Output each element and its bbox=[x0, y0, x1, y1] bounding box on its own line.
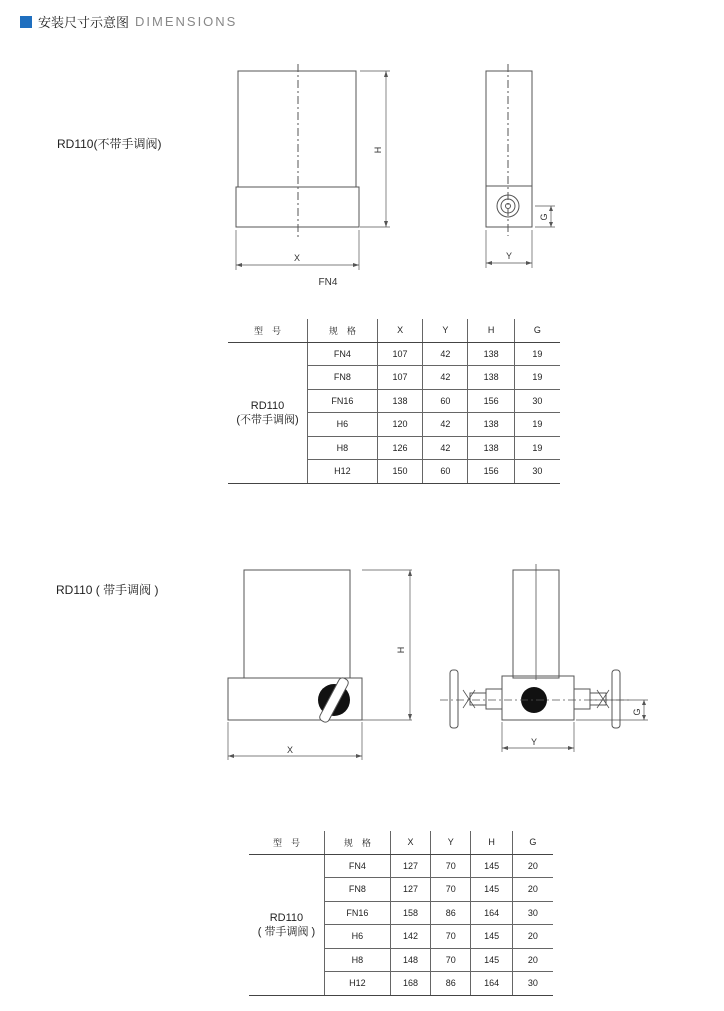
model-name: RD110 bbox=[250, 399, 285, 412]
cell-x: 142 bbox=[390, 925, 430, 949]
cell-y: 42 bbox=[423, 436, 468, 460]
cell-x: 107 bbox=[377, 366, 422, 390]
model-label-with-valve: RD110 ( 带手调阀 ) bbox=[56, 583, 159, 597]
cell-spec: FN16 bbox=[307, 389, 377, 413]
cell-spec: FN4 bbox=[324, 854, 390, 878]
cell-y: 60 bbox=[423, 389, 468, 413]
cell-h: 138 bbox=[468, 436, 514, 460]
dim-label-h-1: H bbox=[373, 146, 383, 154]
drawing-front-view-with-valve bbox=[228, 570, 412, 760]
cell-y: 42 bbox=[423, 342, 468, 366]
cell-h: 156 bbox=[468, 389, 514, 413]
cell-h: 138 bbox=[468, 342, 514, 366]
cell-y: 70 bbox=[431, 878, 471, 902]
col-header-y: Y bbox=[423, 319, 468, 342]
cell-g: 19 bbox=[514, 413, 560, 437]
model-variant: (不带手调阀) bbox=[236, 413, 299, 426]
cell-spec: H6 bbox=[307, 413, 377, 437]
drawing-caption: FN4 bbox=[318, 277, 338, 288]
cell-y: 70 bbox=[431, 925, 471, 949]
cell-g: 19 bbox=[514, 366, 560, 390]
col-header-h: H bbox=[468, 319, 514, 342]
cell-y: 70 bbox=[431, 854, 471, 878]
col-header-x: X bbox=[390, 831, 430, 854]
cell-x: 127 bbox=[390, 878, 430, 902]
cell-g: 30 bbox=[514, 389, 560, 413]
col-header-spec: 规 格 bbox=[307, 319, 377, 342]
cell-y: 70 bbox=[431, 948, 471, 972]
cell-x: 138 bbox=[377, 389, 422, 413]
col-header-g: G bbox=[514, 319, 560, 342]
cell-y: 86 bbox=[431, 972, 471, 996]
col-header-x: X bbox=[377, 319, 422, 342]
cell-g: 20 bbox=[512, 878, 553, 902]
cell-g: 20 bbox=[512, 925, 553, 949]
spec-table-without-valve bbox=[228, 319, 560, 484]
dim-arrows-2 bbox=[228, 570, 646, 758]
model-cell bbox=[228, 342, 307, 483]
table-row bbox=[228, 342, 560, 366]
dim-label-g-2: G bbox=[632, 708, 642, 716]
col-header-h: H bbox=[471, 831, 512, 854]
cell-h: 145 bbox=[471, 878, 512, 902]
cell-y: 42 bbox=[423, 413, 468, 437]
drawing-front-view-without-valve bbox=[236, 64, 390, 270]
cell-h: 164 bbox=[471, 901, 512, 925]
cell-spec: H12 bbox=[324, 972, 390, 996]
cell-x: 150 bbox=[377, 460, 422, 484]
cell-h: 145 bbox=[471, 854, 512, 878]
cell-h: 145 bbox=[471, 948, 512, 972]
cell-y: 42 bbox=[423, 366, 468, 390]
header-title-en: DIMENSIONS bbox=[135, 14, 238, 29]
dim-label-y-1: Y bbox=[505, 251, 513, 261]
dim-label-y-2: Y bbox=[530, 737, 538, 747]
cell-h: 156 bbox=[468, 460, 514, 484]
col-header-model: 型 号 bbox=[249, 831, 324, 854]
drawing-side-view-with-valve bbox=[440, 564, 648, 752]
cell-spec: FN4 bbox=[307, 342, 377, 366]
dim-label-x-2: X bbox=[286, 745, 294, 755]
col-header-g: G bbox=[512, 831, 553, 854]
cell-g: 19 bbox=[514, 436, 560, 460]
dim-label-x-1: X bbox=[293, 253, 301, 263]
cell-g: 30 bbox=[512, 901, 553, 925]
cell-spec: H8 bbox=[307, 436, 377, 460]
model-name: RD110 bbox=[269, 911, 304, 924]
dim-label-h-2: H bbox=[396, 646, 406, 654]
cell-y: 86 bbox=[431, 901, 471, 925]
cell-h: 145 bbox=[471, 925, 512, 949]
col-header-spec: 规 格 bbox=[324, 831, 390, 854]
cell-x: 127 bbox=[390, 854, 430, 878]
cell-spec: FN8 bbox=[307, 366, 377, 390]
cell-h: 164 bbox=[471, 972, 512, 996]
cell-x: 126 bbox=[377, 436, 422, 460]
drawing-side-view-without-valve bbox=[486, 64, 555, 268]
cell-g: 30 bbox=[514, 460, 560, 484]
cell-x: 148 bbox=[390, 948, 430, 972]
dim-arrows-1 bbox=[236, 71, 553, 267]
cell-h: 138 bbox=[468, 413, 514, 437]
model-label-without-valve: RD110(不带手调阀) bbox=[57, 137, 162, 151]
cell-x: 107 bbox=[377, 342, 422, 366]
dim-label-g-1: G bbox=[539, 213, 549, 221]
cell-y: 60 bbox=[423, 460, 468, 484]
model-variant: ( 带手调阀 ) bbox=[257, 925, 316, 938]
cell-g: 19 bbox=[514, 342, 560, 366]
table-row bbox=[249, 854, 553, 878]
cell-spec: H6 bbox=[324, 925, 390, 949]
cell-x: 168 bbox=[390, 972, 430, 996]
cell-h: 138 bbox=[468, 366, 514, 390]
cell-x: 158 bbox=[390, 901, 430, 925]
model-cell bbox=[249, 854, 324, 995]
col-header-model: 型 号 bbox=[228, 319, 307, 342]
cell-spec: FN8 bbox=[324, 878, 390, 902]
cell-g: 20 bbox=[512, 854, 553, 878]
cell-g: 20 bbox=[512, 948, 553, 972]
cell-spec: H8 bbox=[324, 948, 390, 972]
cell-spec: H12 bbox=[307, 460, 377, 484]
spec-table-with-valve bbox=[249, 831, 553, 996]
cell-spec: FN16 bbox=[324, 901, 390, 925]
valve-knob-front bbox=[318, 676, 350, 723]
cell-x: 120 bbox=[377, 413, 422, 437]
cell-g: 30 bbox=[512, 972, 553, 996]
col-header-y: Y bbox=[431, 831, 471, 854]
header-title-cn: 安装尺寸示意图 bbox=[38, 15, 130, 30]
